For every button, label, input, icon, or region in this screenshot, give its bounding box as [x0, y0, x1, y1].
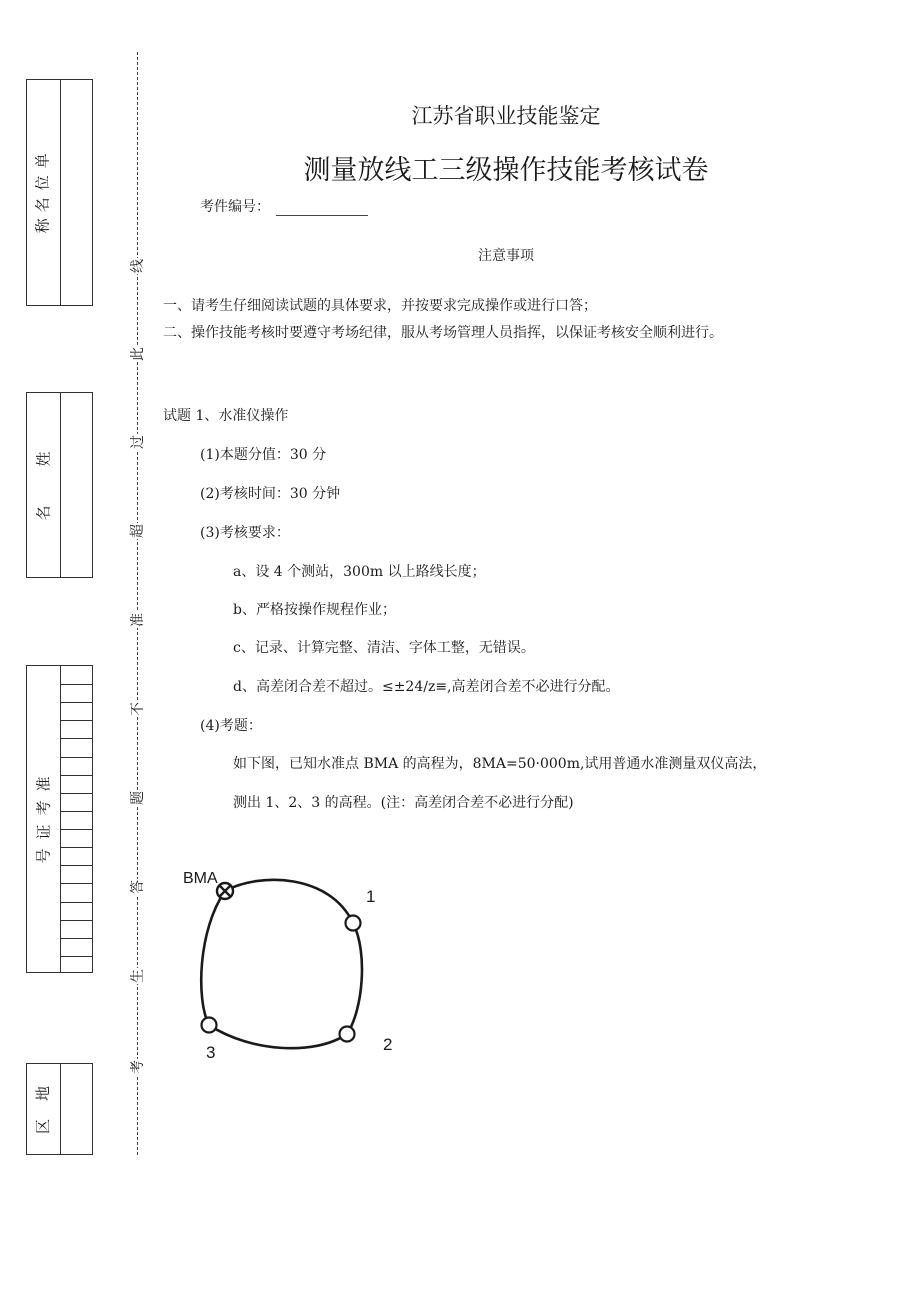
box-divider: [60, 1064, 61, 1154]
serial-blank: [276, 199, 368, 216]
exam-number-cell-line: [60, 883, 92, 884]
question-score: (1)本题分值：30 分: [200, 447, 327, 463]
exam-number-cell-line: [60, 793, 92, 794]
side-label-char: 区: [33, 1118, 52, 1135]
question-title: 试题 1、水准仪操作: [163, 408, 289, 424]
exam-number-box: [26, 665, 93, 973]
side-label-char: 单: [33, 153, 52, 169]
side-label-char: 证: [34, 824, 53, 840]
notice-item-1: 一、请考生仔细阅读试题的具体要求，并按要求完成操作或进行口答；: [163, 298, 597, 314]
exam-number-cell-line: [60, 956, 92, 957]
exam-number-cell-line: [60, 811, 92, 812]
exam-number-cell-line: [60, 757, 92, 758]
exam-number-cell-line: [60, 702, 92, 703]
leveling-route-diagram: [170, 860, 420, 1070]
station-point-1: [346, 916, 361, 931]
requirement-b: b、严格按操作规程作业；: [233, 602, 396, 618]
binding-char: 过: [130, 435, 146, 449]
binding-char: 准: [130, 613, 146, 627]
side-label-char: 称: [33, 218, 52, 234]
side-label-char: 名: [33, 196, 52, 212]
side-label-char: 位: [33, 175, 52, 191]
box-divider: [60, 666, 61, 972]
exam-number-cell-line: [60, 902, 92, 903]
side-label-char: 地: [33, 1085, 52, 1102]
region-box: [26, 1063, 93, 1155]
side-label-char: 姓: [34, 451, 53, 467]
side-label-char: 名: [34, 505, 53, 521]
exam-number-cell-line: [60, 938, 92, 939]
binding-char: 答: [130, 880, 146, 894]
binding-char: 考: [130, 1060, 146, 1074]
exam-number-cell-line: [60, 829, 92, 830]
exam-number-cell-line: [60, 865, 92, 866]
binding-char: 此: [130, 347, 146, 361]
station-point-3: [202, 1018, 217, 1033]
exam-authority-title: 江苏省职业技能鉴定: [411, 104, 601, 128]
region-label: [27, 1064, 60, 1156]
binding-char: 超: [130, 524, 146, 538]
requirement-c: c、记录、计算完整、清洁、字体工整，无错误。: [233, 640, 535, 656]
binding-char: 线: [130, 259, 146, 273]
name-label: [27, 393, 60, 579]
exam-number-cell-line: [60, 720, 92, 721]
requirement-d: d、高差闭合差不超过。≤±24∕z≡,高差闭合差不必进行分配。: [233, 679, 620, 695]
point-2-label: 2: [383, 1035, 393, 1054]
binding-char: 生: [130, 969, 146, 983]
exam-number-cell-line: [60, 847, 92, 848]
side-label-char: 准: [34, 776, 53, 792]
point-1-label: 1: [366, 887, 376, 906]
paper-serial: [200, 196, 368, 216]
binding-char: 不: [130, 702, 146, 716]
bma-label: BMA: [183, 870, 218, 887]
side-label-char: 考: [34, 800, 53, 816]
requirements-title: (3)考核要求：: [200, 525, 290, 541]
closed-leveling-route: [201, 880, 362, 1048]
benchmark-bma-marker: [217, 883, 233, 899]
name-box: [26, 392, 93, 578]
task-title: (4)考题：: [200, 718, 262, 734]
point-3-label: 3: [206, 1043, 216, 1062]
notice-item-2: 二、操作技能考核时要遵守考场纪律，服从考场管理人员指挥，以保证考核安全顺利进行。: [163, 325, 723, 341]
question-time: (2)考核时间：30 分钟: [200, 486, 341, 502]
exam-number-label: [27, 666, 60, 974]
task-line-2: 测出 1、2、3 的高程。(注：高差闭合差不必进行分配): [233, 795, 574, 811]
notice-title: 注意事项: [478, 248, 534, 264]
station-point-2: [340, 1027, 355, 1042]
exam-number-cell-line: [60, 684, 92, 685]
side-label-char: 号: [34, 848, 53, 864]
box-divider: [60, 393, 61, 577]
requirement-a: a、设 4 个测站，300m 以上路线长度；: [233, 564, 486, 580]
exam-number-cell-line: [60, 775, 92, 776]
task-line-1: 如下图，已知水准点 BMA 的高程为，8MA=50·000m,试用普通水准测量双仪高法，: [233, 756, 767, 772]
exam-number-cell-line: [60, 738, 92, 739]
binding-dash-segment: [137, 52, 138, 1155]
serial-label: 考件编号：: [200, 199, 270, 215]
exam-number-cell-line: [60, 920, 92, 921]
exam-paper-title: 测量放线工三级操作技能考核试卷: [303, 155, 709, 186]
binding-char: 题: [130, 791, 146, 805]
